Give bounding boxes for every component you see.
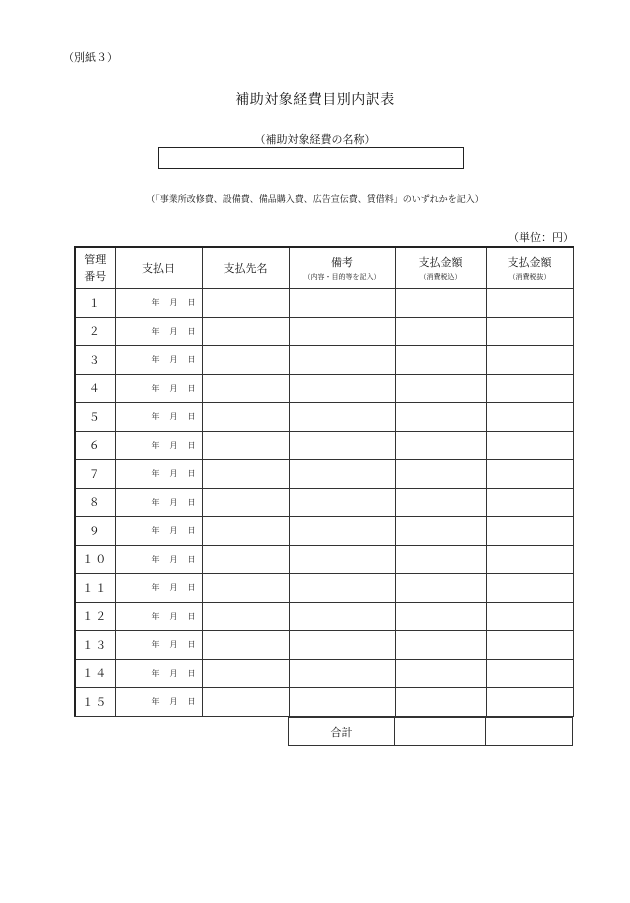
- date-unit-year: 年: [151, 412, 160, 422]
- row-mgmt-no: １３: [75, 631, 115, 660]
- row-amount-incl-cell[interactable]: [395, 403, 486, 432]
- date-unit-year: 年: [151, 469, 160, 479]
- row-mgmt-no: ７: [75, 460, 115, 489]
- row-remarks-cell[interactable]: [289, 488, 395, 517]
- date-unit-year: 年: [151, 326, 160, 336]
- row-mgmt-no: １５: [75, 688, 115, 717]
- row-amount-incl-cell[interactable]: [395, 574, 486, 603]
- row-mgmt-no: ６: [75, 431, 115, 460]
- date-unit-month: 月: [169, 383, 178, 393]
- row-remarks-cell[interactable]: [289, 460, 395, 489]
- row-amount-incl-cell[interactable]: [395, 431, 486, 460]
- row-remarks-cell[interactable]: [289, 346, 395, 375]
- breakdown-table: [74, 246, 574, 717]
- row-mgmt-no: １０: [75, 545, 115, 574]
- row-mgmt-no: １４: [75, 659, 115, 688]
- table-row: [75, 460, 573, 489]
- date-unit-year: 年: [151, 668, 160, 678]
- date-unit-year: 年: [151, 497, 160, 507]
- row-pay-date-cell[interactable]: [115, 545, 202, 574]
- row-amount-incl-cell[interactable]: [395, 631, 486, 660]
- date-unit-year: 年: [151, 583, 160, 593]
- table-body: [75, 289, 573, 717]
- date-unit-day: 日: [187, 554, 196, 564]
- row-remarks-cell[interactable]: [289, 374, 395, 403]
- row-amount-excl-cell[interactable]: [486, 289, 573, 318]
- row-payee-cell[interactable]: [202, 602, 289, 631]
- row-amount-excl-cell[interactable]: [486, 688, 573, 717]
- header-pay-date: 支払日: [115, 247, 202, 289]
- row-mgmt-no: ５: [75, 403, 115, 432]
- date-unit-month: 月: [169, 298, 178, 308]
- row-amount-excl-cell[interactable]: [486, 403, 573, 432]
- table-row: [75, 517, 573, 546]
- row-mgmt-no: ９: [75, 517, 115, 546]
- totals-row: [289, 718, 573, 746]
- date-unit-month: 月: [169, 326, 178, 336]
- instruction-note: （「事業所改修費、設備費、備品購入費、広告宣伝費、賃借料」のいずれかを記入）: [146, 195, 484, 205]
- row-amount-incl-cell[interactable]: [395, 517, 486, 546]
- expense-name-field[interactable]: [158, 147, 464, 169]
- row-amount-excl-cell[interactable]: [486, 374, 573, 403]
- date-unit-month: 月: [169, 697, 178, 707]
- row-remarks-cell[interactable]: [289, 602, 395, 631]
- row-payee-cell[interactable]: [202, 488, 289, 517]
- row-amount-excl-cell[interactable]: [486, 488, 573, 517]
- row-amount-incl-cell[interactable]: [395, 545, 486, 574]
- row-payee-cell[interactable]: [202, 317, 289, 346]
- table-row: [75, 688, 573, 717]
- row-mgmt-no: １: [75, 289, 115, 318]
- row-amount-excl-cell[interactable]: [486, 574, 573, 603]
- row-mgmt-no: ８: [75, 488, 115, 517]
- totals-table: [288, 717, 573, 746]
- row-pay-date-cell[interactable]: [115, 488, 202, 517]
- row-pay-date-cell[interactable]: [115, 631, 202, 660]
- date-unit-year: 年: [151, 355, 160, 365]
- row-amount-excl-cell[interactable]: [486, 317, 573, 346]
- date-unit-day: 日: [187, 497, 196, 507]
- table-row: [75, 374, 573, 403]
- row-remarks-cell[interactable]: [289, 545, 395, 574]
- row-pay-date-cell[interactable]: [115, 289, 202, 318]
- row-mgmt-no: ３: [75, 346, 115, 375]
- row-amount-incl-cell[interactable]: [395, 488, 486, 517]
- total-amount-excl-cell[interactable]: [486, 718, 573, 746]
- date-unit-month: 月: [169, 611, 178, 621]
- row-pay-date-cell[interactable]: [115, 403, 202, 432]
- header-amount-incl: [395, 247, 486, 289]
- table-row: [75, 631, 573, 660]
- table-row: [75, 602, 573, 631]
- row-payee-cell[interactable]: [202, 517, 289, 546]
- row-pay-date-cell[interactable]: [115, 374, 202, 403]
- row-remarks-cell[interactable]: [289, 289, 395, 318]
- row-amount-incl-cell[interactable]: [395, 688, 486, 717]
- row-payee-cell[interactable]: [202, 659, 289, 688]
- row-amount-excl-cell[interactable]: [486, 431, 573, 460]
- table-row: [75, 488, 573, 517]
- row-mgmt-no: ４: [75, 374, 115, 403]
- row-amount-excl-cell[interactable]: [486, 346, 573, 375]
- row-pay-date-cell[interactable]: [115, 688, 202, 717]
- date-unit-day: 日: [187, 611, 196, 621]
- header-amount-incl-main: 支払金額: [418, 255, 463, 269]
- date-unit-month: 月: [169, 668, 178, 678]
- row-pay-date-cell[interactable]: [115, 659, 202, 688]
- row-payee-cell[interactable]: [202, 346, 289, 375]
- date-unit-month: 月: [169, 583, 178, 593]
- table-row: [75, 317, 573, 346]
- header-mgmt-no: [75, 247, 115, 289]
- total-amount-incl-cell[interactable]: [395, 718, 486, 746]
- date-unit-day: 日: [187, 583, 196, 593]
- table-row: [75, 289, 573, 318]
- expense-name-label: （補助対象経費の名称）: [254, 133, 376, 146]
- date-unit-month: 月: [169, 640, 178, 650]
- row-amount-excl-cell[interactable]: [486, 460, 573, 489]
- row-amount-incl-cell[interactable]: [395, 374, 486, 403]
- row-payee-cell[interactable]: [202, 289, 289, 318]
- table-row: [75, 431, 573, 460]
- row-payee-cell[interactable]: [202, 460, 289, 489]
- table-bottom-rule: [74, 716, 288, 717]
- date-unit-day: 日: [187, 697, 196, 707]
- header-payee: 支払先名: [202, 247, 289, 289]
- date-unit-day: 日: [187, 668, 196, 678]
- unit-label: （単位：円）: [508, 231, 574, 244]
- row-remarks-cell[interactable]: [289, 631, 395, 660]
- row-remarks-cell[interactable]: [289, 688, 395, 717]
- date-unit-year: 年: [151, 298, 160, 308]
- row-pay-date-cell[interactable]: [115, 602, 202, 631]
- row-payee-cell[interactable]: [202, 403, 289, 432]
- row-amount-incl-cell[interactable]: [395, 317, 486, 346]
- header-mgmt-no-line1: 管理: [84, 253, 107, 266]
- row-amount-incl-cell[interactable]: [395, 346, 486, 375]
- date-unit-month: 月: [169, 469, 178, 479]
- date-unit-day: 日: [187, 298, 196, 308]
- date-unit-day: 日: [187, 412, 196, 422]
- date-unit-month: 月: [169, 355, 178, 365]
- row-mgmt-no: １２: [75, 602, 115, 631]
- header-amount-incl-sub: （消費税込）: [419, 272, 462, 281]
- date-unit-month: 月: [169, 412, 178, 422]
- row-amount-incl-cell[interactable]: [395, 289, 486, 318]
- header-remarks: [289, 247, 395, 289]
- date-unit-day: 日: [187, 640, 196, 650]
- row-amount-excl-cell[interactable]: [486, 517, 573, 546]
- row-mgmt-no: ２: [75, 317, 115, 346]
- row-payee-cell[interactable]: [202, 374, 289, 403]
- row-payee-cell[interactable]: [202, 631, 289, 660]
- row-amount-incl-cell[interactable]: [395, 602, 486, 631]
- date-unit-day: 日: [187, 355, 196, 365]
- row-pay-date-cell[interactable]: [115, 460, 202, 489]
- table-row: [75, 545, 573, 574]
- header-remarks-main: 備考: [331, 255, 353, 269]
- row-amount-incl-cell[interactable]: [395, 460, 486, 489]
- table-row: [75, 659, 573, 688]
- date-unit-year: 年: [151, 697, 160, 707]
- date-unit-day: 日: [187, 326, 196, 336]
- date-unit-day: 日: [187, 469, 196, 479]
- table-header-row: [75, 247, 573, 289]
- header-amount-excl-sub: （消費税抜）: [508, 272, 551, 281]
- table-row: [75, 346, 573, 375]
- date-unit-month: 月: [169, 526, 178, 536]
- date-unit-year: 年: [151, 611, 160, 621]
- page-title: 補助対象経費目別内訳表: [235, 92, 395, 108]
- row-amount-excl-cell[interactable]: [486, 545, 573, 574]
- row-payee-cell[interactable]: [202, 574, 289, 603]
- date-unit-day: 日: [187, 526, 196, 536]
- date-unit-year: 年: [151, 554, 160, 564]
- row-pay-date-cell[interactable]: [115, 317, 202, 346]
- row-amount-excl-cell[interactable]: [486, 631, 573, 660]
- row-amount-incl-cell[interactable]: [395, 659, 486, 688]
- table-row: [75, 574, 573, 603]
- table-row: [75, 403, 573, 432]
- date-unit-day: 日: [187, 440, 196, 450]
- attachment-label: （別紙３）: [63, 51, 118, 64]
- date-unit-day: 日: [187, 383, 196, 393]
- date-unit-year: 年: [151, 383, 160, 393]
- row-remarks-cell[interactable]: [289, 403, 395, 432]
- date-unit-year: 年: [151, 440, 160, 450]
- row-pay-date-cell[interactable]: [115, 574, 202, 603]
- date-unit-month: 月: [169, 497, 178, 507]
- row-remarks-cell[interactable]: [289, 431, 395, 460]
- header-mgmt-no-line2: 番号: [84, 270, 107, 283]
- row-remarks-cell[interactable]: [289, 317, 395, 346]
- date-unit-month: 月: [169, 440, 178, 450]
- row-remarks-cell[interactable]: [289, 574, 395, 603]
- row-remarks-cell[interactable]: [289, 659, 395, 688]
- total-label: 合計: [289, 718, 395, 746]
- row-payee-cell[interactable]: [202, 545, 289, 574]
- header-remarks-sub: （内容・目的等を記入）: [303, 272, 381, 281]
- row-payee-cell[interactable]: [202, 431, 289, 460]
- row-pay-date-cell[interactable]: [115, 517, 202, 546]
- row-remarks-cell[interactable]: [289, 517, 395, 546]
- row-amount-excl-cell[interactable]: [486, 602, 573, 631]
- row-pay-date-cell[interactable]: [115, 431, 202, 460]
- date-unit-year: 年: [151, 526, 160, 536]
- header-amount-excl: [486, 247, 573, 289]
- date-unit-year: 年: [151, 640, 160, 650]
- row-pay-date-cell[interactable]: [115, 346, 202, 375]
- header-amount-excl-main: 支払金額: [507, 255, 552, 269]
- row-amount-excl-cell[interactable]: [486, 659, 573, 688]
- date-unit-month: 月: [169, 554, 178, 564]
- row-mgmt-no: １１: [75, 574, 115, 603]
- row-payee-cell[interactable]: [202, 688, 289, 717]
